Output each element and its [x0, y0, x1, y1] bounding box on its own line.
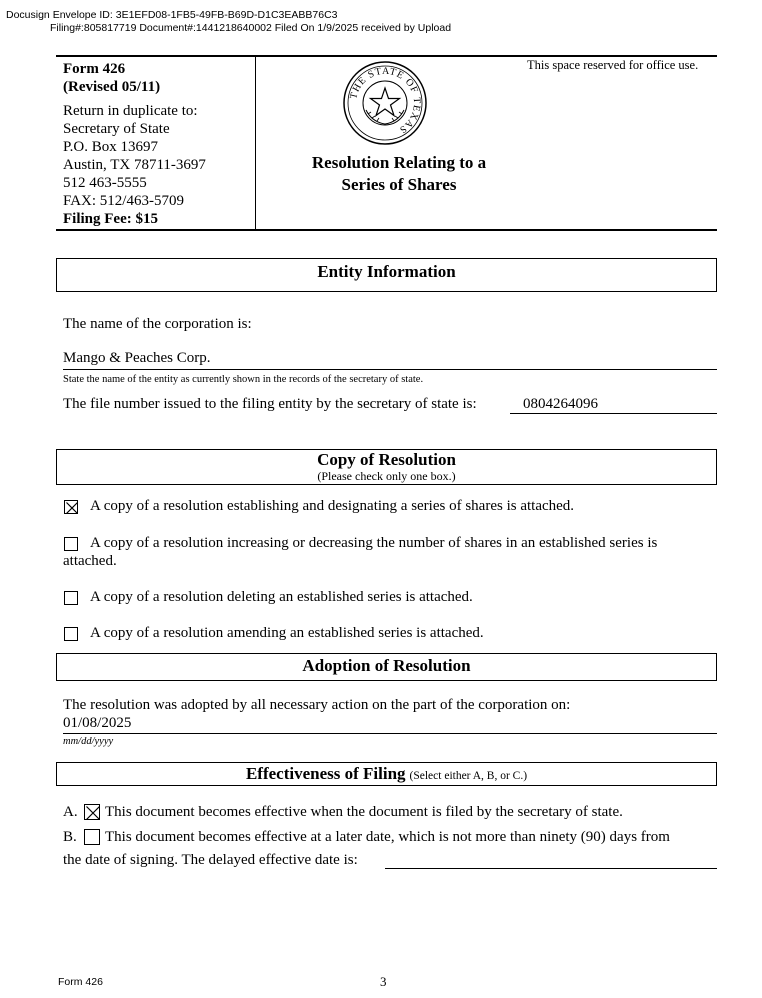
- corp-name-note: State the name of the entity as currently shown in the records of the secretary of state.: [63, 374, 424, 385]
- checkbox-empty-icon: [64, 627, 78, 641]
- entity-section-title: Entity Information: [317, 262, 456, 281]
- checkbox-checked-icon: [84, 804, 100, 820]
- phone: 512 463-5555: [63, 175, 147, 191]
- header-bottom-rule: [56, 229, 717, 231]
- copy-option-1-checkbox[interactable]: [64, 500, 78, 519]
- effective-a-text: This document becomes effective when the document is filed by the secretary of state.: [105, 804, 623, 820]
- filing-fee: Filing Fee: $15: [63, 211, 158, 227]
- po-box: P.O. Box 13697: [63, 139, 159, 155]
- effectiveness-section-heading: [57, 764, 716, 784]
- header-top-rule: [56, 55, 717, 57]
- form-number: Form 426: [63, 61, 126, 77]
- delayed-date-field[interactable]: [385, 868, 717, 869]
- copy-option-1-label: A copy of a resolution establishing and designating a series of shares is attached.: [90, 498, 575, 514]
- state-seal-icon: [342, 60, 428, 146]
- corp-name-underline: [63, 369, 717, 370]
- effective-b-letter: B.: [63, 829, 77, 845]
- copy-option-3-label: A copy of a resolution deleting an established series is attached.: [90, 589, 473, 605]
- copy-option-2-label: A copy of a resolution increasing or decreasing the number of shares in an established series is: [90, 535, 658, 551]
- adoption-section-title: Adoption of Resolution: [302, 656, 471, 675]
- copy-option-2-label-cont: attached.: [63, 553, 117, 569]
- form-title: [256, 152, 542, 196]
- effective-b-checkbox[interactable]: [84, 829, 100, 850]
- corp-name-prompt: The name of the corporation is:: [63, 316, 252, 332]
- copy-option-3-checkbox[interactable]: [64, 591, 78, 610]
- svg-text:THE STATE OF TEXAS: THE STATE OF TEXAS: [348, 65, 423, 136]
- city: Austin, TX 78711-3697: [63, 157, 206, 173]
- copy-section-title: Copy of Resolution: [317, 450, 456, 469]
- adoption-date-field[interactable]: 01/08/2025: [63, 715, 132, 731]
- header-divider: [255, 56, 256, 230]
- adoption-prompt: The resolution was adopted by all necessary action on the part of the corporation on:: [63, 697, 571, 713]
- return-label: Return in duplicate to:: [63, 103, 198, 119]
- effective-a-checkbox[interactable]: [84, 804, 100, 825]
- adoption-date-underline: [63, 733, 717, 734]
- fax: FAX: 512/463-5709: [63, 193, 184, 209]
- form-revised: (Revised 05/11): [63, 79, 161, 95]
- file-number-underline: [510, 413, 717, 414]
- copy-option-4-checkbox[interactable]: [64, 627, 78, 646]
- office-use-note: This space reserved for office use.: [527, 58, 699, 72]
- filing-info: Filing#:805817719 Document#:1441218640002 Filed On 1/9/2025 received by Upload: [50, 22, 452, 34]
- page-number: 3: [380, 974, 387, 989]
- entity-section-header: [56, 258, 717, 292]
- form-title-line1: Resolution Relating to a: [311, 153, 487, 172]
- adoption-section-header: [56, 653, 717, 681]
- form-title-line2: Series of Shares: [341, 175, 457, 194]
- adoption-date-hint: mm/dd/yyyy: [63, 736, 114, 747]
- checkbox-checked-icon: [64, 500, 78, 514]
- corp-name-field[interactable]: Mango & Peaches Corp.: [63, 350, 211, 366]
- effective-b-text: This document becomes effective at a later date, which is not more than ninety (90) days from: [105, 829, 670, 845]
- effectiveness-section-header: [56, 762, 717, 786]
- copy-section-subtitle: (Please check only one box.): [317, 469, 456, 483]
- checkbox-empty-icon: [64, 537, 78, 551]
- file-number-prompt: The file number issued to the filing entity by the secretary of state is:: [63, 396, 477, 412]
- checkbox-empty-icon: [64, 591, 78, 605]
- effectiveness-section-subtitle: (Select either A, B, or C.): [409, 770, 528, 782]
- effective-a-letter: A.: [63, 804, 78, 820]
- copy-section-header: [56, 449, 717, 485]
- footer-form-label: Form 426: [58, 976, 103, 988]
- envelope-id: Docusign Envelope ID: 3E1EFD08-1FB5-49FB-B69D-D1C3EABB76C3: [6, 9, 338, 21]
- effectiveness-section-title: Effectiveness of Filing: [245, 764, 406, 783]
- addressee: Secretary of State: [63, 121, 170, 137]
- form-info-block: [63, 60, 206, 228]
- copy-option-4-label: A copy of a resolution amending an established series is attached.: [90, 625, 484, 641]
- effective-b-text-cont: the date of signing. The delayed effective date is:: [63, 852, 358, 868]
- checkbox-empty-icon: [84, 829, 100, 845]
- file-number-field[interactable]: 0804264096: [523, 396, 598, 412]
